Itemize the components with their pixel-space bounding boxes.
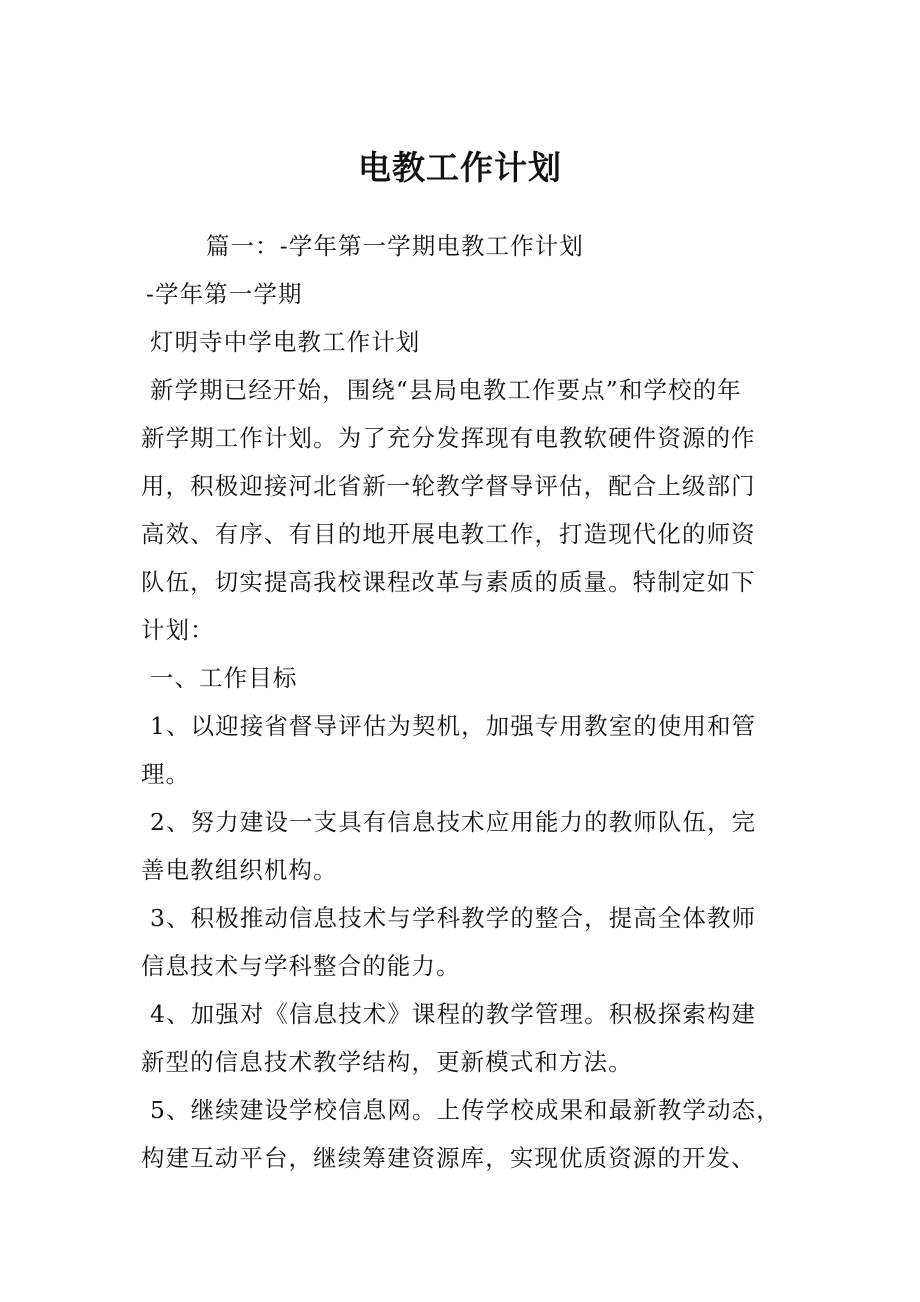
goal-line: 1、以迎接省督导评估为契机，加强专用教室的使用和管: [150, 712, 757, 740]
goal-line: 构建互动平台，继续筹建资源库，实现优质资源的开发、: [141, 1144, 756, 1172]
goal-line: 5、继续建设学校信息网。上传学校成果和最新教学动态，: [150, 1096, 781, 1124]
goal-line: 信息技术与学科整合的能力。: [141, 952, 461, 980]
intro-line: 计划：: [141, 616, 215, 644]
goal-line: 新型的信息技术教学结构，更新模式和方法。: [141, 1048, 633, 1076]
intro-line: 新学期工作计划。为了充分发挥现有电教软硬件资源的作: [141, 424, 756, 452]
school-plan-line: 灯明寺中学电教工作计划: [150, 328, 421, 356]
document-title: 电教工作计划: [358, 148, 562, 187]
intro-line: 新学期已经开始，围绕“县局电教工作要点”和学校的年: [150, 376, 742, 404]
goal-line: 3、积极推动信息技术与学科教学的整合，提高全体教师: [150, 904, 757, 932]
intro-line: 用，积极迎接河北省新一轮教学督导评估，配合上级部门: [141, 472, 756, 500]
section-heading: 一、工作目标: [150, 664, 298, 692]
subtitle: 篇一：-学年第一学期电教工作计划: [206, 232, 584, 260]
term-line: -学年第一学期: [146, 280, 303, 308]
goal-line: 理。: [141, 760, 191, 788]
intro-line: 高效、有序、有目的地开展电教工作，打造现代化的师资: [141, 520, 756, 548]
goal-line: 2、努力建设一支具有信息技术应用能力的教师队伍，完: [150, 808, 757, 836]
goal-line: 善电教组织机构。: [141, 856, 338, 884]
intro-line: 队伍，切实提高我校课程改革与素质的质量。特制定如下: [141, 568, 756, 596]
goal-line: 4、加强对《信息技术》课程的教学管理。积极探索构建: [150, 1000, 757, 1028]
